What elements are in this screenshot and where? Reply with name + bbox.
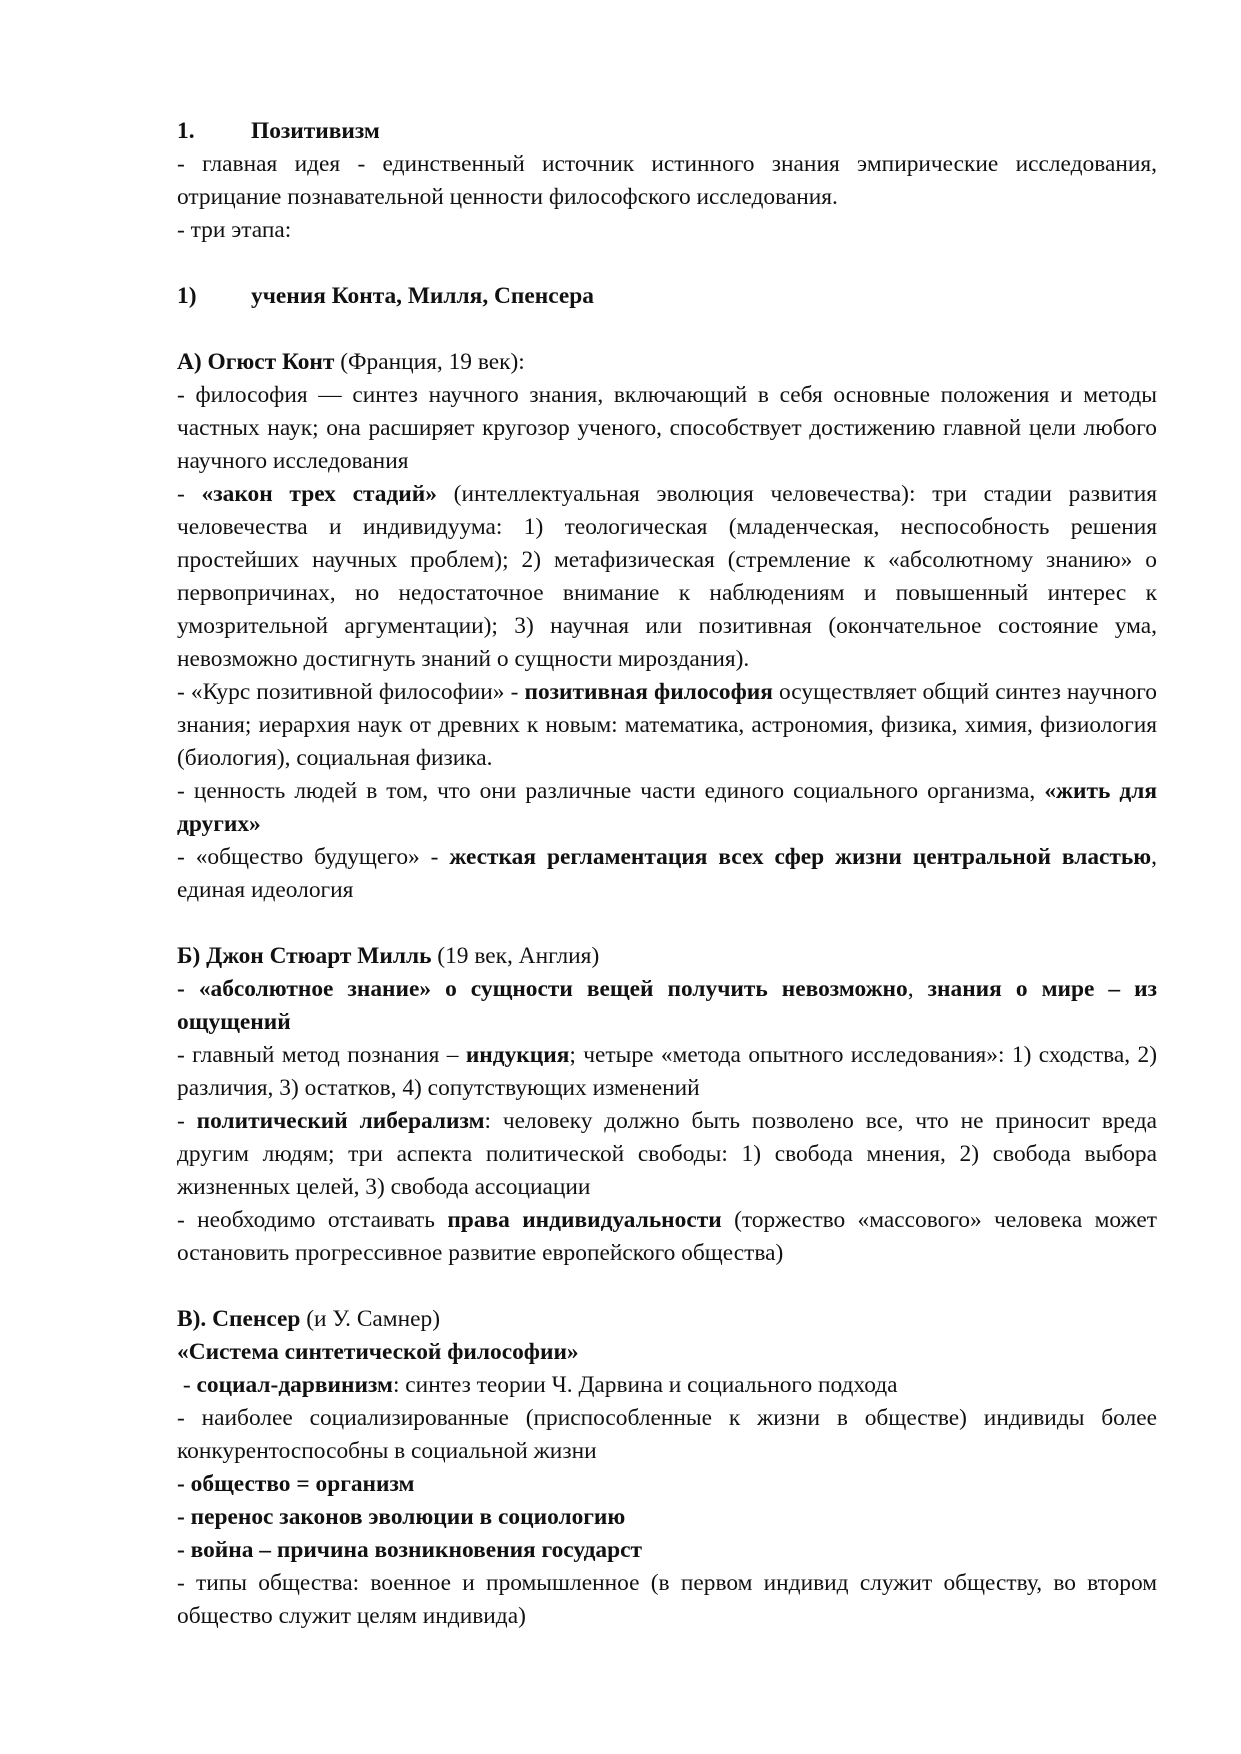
- spacer: [177, 907, 1157, 940]
- mill-induction-paragraph: - главный метод познания – индукция; четыре «метода опытного исследования»: 1) сходства, 2) различия, 3) остатков, 4) сопутствующих изменений: [177, 1042, 1157, 1101]
- stage-heading: [177, 280, 1157, 313]
- section-title: Позитивизм: [251, 118, 380, 144]
- spencer-name: В). Спенсер: [177, 1306, 301, 1332]
- intro-main-idea: - главная идея - единственный источник истинного знания эмпирические исследования, отрицание познавательной ценности философского исследования.: [177, 151, 1157, 210]
- mill-individuality-paragraph: - необходимо отстаивать права индивидуальности (торжество «массового» человека может остановить прогрессивное развитие европейского общества): [177, 1207, 1157, 1266]
- spencer-competitive-paragraph: - наиболее социализированные (приспособленные к жизни в обществе) индивиды более конкурентоспособны в социальной жизни: [177, 1405, 1157, 1464]
- mill-heading: Б) Джон Стюарт Милль (19 век, Англия): [177, 943, 600, 969]
- comte-three-stages-paragraph: - «закон трех стадий» (интеллектуальная эволюция человечества): три стадии развития человечества и индивидуума: 1) теологическая (младенческая, неспособность решения простейших научных проблем); 2) метафизическая (стремление к «абсолютному знанию» о первопричинах, но недостаточное внимание к наблюдениям и повышенный интерес к умозрительной аргументации); 3) научная или позитивная (окончательное состояние ума, невозможно достигнуть знаний о сущности мироздания).: [177, 481, 1157, 672]
- mill-name: Б) Джон Стюарт Милль: [177, 943, 432, 969]
- comte-heading: А) Огюст Конт (Франция, 19 век):: [177, 349, 525, 375]
- section-heading: [177, 115, 1157, 148]
- spacer: [177, 247, 1157, 280]
- mill-knowledge-paragraph: - «абсолютное знание» о сущности вещей получить невозможно, знания о мире – из ощущений: [177, 976, 1157, 1035]
- comte-name: А) Огюст Конт: [177, 349, 335, 375]
- comte-philosophy-paragraph: - философия — синтез научного знания, включающий в себя основные положения и методы частных наук; она расширяет кругозор ученого, способствует достижению главной цели любого научного исследования: [177, 382, 1157, 474]
- stage-number: 1): [177, 283, 197, 309]
- spacer: [177, 313, 1157, 346]
- comte-future-society-paragraph: - «общество будущего» - жесткая регламентация всех сфер жизни центральной властью, единая идеология: [177, 844, 1157, 903]
- spencer-work-title: «Система синтетической философии»: [177, 1339, 579, 1365]
- spencer-war-cause: - война – причина возникновения государст: [177, 1537, 642, 1563]
- spencer-social-darwinism: - социал-дарвинизм: синтез теории Ч. Дарвина и социального подхода: [177, 1372, 898, 1398]
- intro-three-stages: - три этапа:: [177, 217, 292, 243]
- mill-liberalism-paragraph: - политический либерализм: человеку должно быть позволено все, что не приносит вреда другим людям; три аспекта политической свободы: 1) свобода мнения, 2) свобода выбора жизненных целей, 3) свобода ассоциации: [177, 1108, 1157, 1200]
- document-page: [177, 115, 1157, 1633]
- spencer-society-types: - типы общества: военное и промышленное (в первом индивид служит обществу, во втором общество служит целям индивида): [177, 1570, 1157, 1629]
- spacer: [177, 1270, 1157, 1303]
- spencer-evolution-laws: - перенос законов эволюции в социологию: [177, 1504, 626, 1530]
- stage-title: учения Конта, Милля, Спенсера: [251, 283, 594, 309]
- spencer-society-organism: - общество = организм: [177, 1471, 415, 1497]
- comte-value-paragraph: - ценность людей в том, что они различные части единого социального организма, «жить для других»: [177, 778, 1157, 837]
- section-number: 1.: [177, 118, 195, 144]
- spencer-heading: В). Спенсер (и У. Самнер): [177, 1306, 440, 1332]
- comte-course-paragraph: - «Курс позитивной философии» - позитивная философия осуществляет общий синтез научного знания; иерархия наук от древних к новым: математика, астрономия, физика, химия, физиология (биология), социальная физика.: [177, 679, 1157, 771]
